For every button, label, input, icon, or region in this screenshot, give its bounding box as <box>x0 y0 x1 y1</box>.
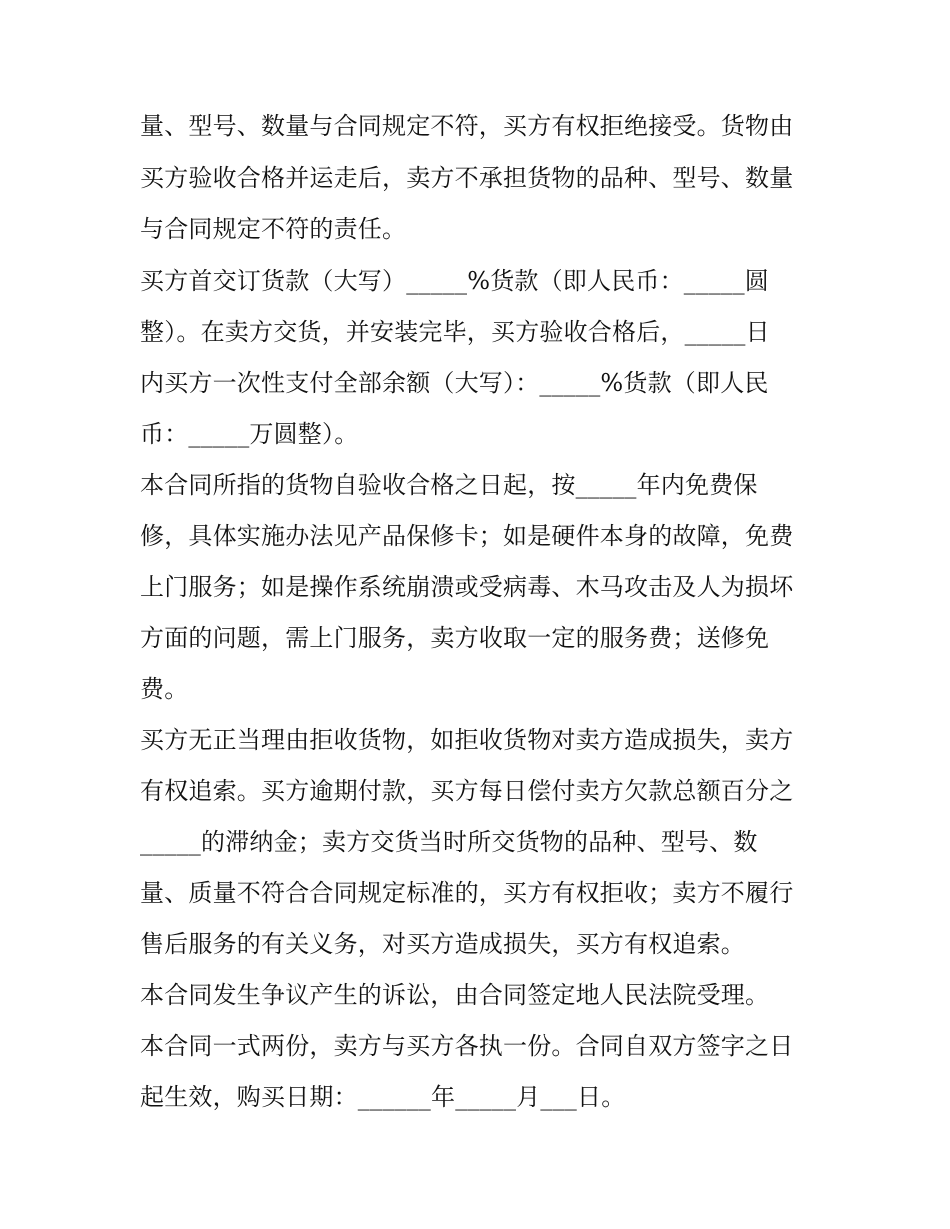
text-line: 方面的问题，需上门服务，卖方收取一定的服务费；送修免 <box>140 624 770 652</box>
text-line: 费。 <box>140 675 189 703</box>
text-line: 量、质量不符合合同规定标准的，买方有权拒收；卖方不履行 <box>140 879 794 907</box>
text-line: 上门服务；如是操作系统崩溃或受病毒、木马攻击及人为损坏 <box>140 573 794 601</box>
text-line: 本合同发生争议产生的诉讼，由合同签定地人民法院受理。 <box>140 981 770 1009</box>
text-line: 有权追索。买方逾期付款，买方每日偿付卖方欠款总额百分之 <box>140 777 794 805</box>
text-line: 量、型号、数量与合同规定不符，买方有权拒绝接受。货物由 <box>140 112 794 140</box>
text-line: 起生效，购买日期：______年_____月___日。 <box>140 1083 626 1111</box>
text-line: 买方验收合格并运走后，卖方不承担货物的品种、型号、数量 <box>140 164 794 192</box>
text-line: 本合同一式两份，卖方与买方各执一份。合同自双方签字之日 <box>140 1032 794 1060</box>
text-line: 整）。在卖方交货，并安装完毕，买方验收合格后，_____日 <box>140 318 770 346</box>
text-line: 买方无正当理由拒收货物，如拒收货物对卖方造成损失，卖方 <box>140 726 794 754</box>
text-line: 本合同所指的货物自验收合格之日起，按_____年内免费保 <box>140 471 758 499</box>
text-line: 内买方一次性支付全部余额（大写）：_____%货款（即人民 <box>140 369 769 397</box>
text-line: 与合同规定不符的责任。 <box>140 215 407 243</box>
text-line: 售后服务的有关义务，对买方造成损失，买方有权追索。 <box>140 930 745 958</box>
text-line: _____的滞纳金；卖方交货当时所交货物的品种、型号、数 <box>140 828 758 856</box>
text-line: 币：_____万圆整）。 <box>140 420 359 448</box>
text-line: 修，具体实施办法见产品保修卡；如是硬件本身的故障，免费 <box>140 522 794 550</box>
text-line: 买方首交订货款（大写）_____%货款（即人民币：_____圆 <box>140 267 770 295</box>
